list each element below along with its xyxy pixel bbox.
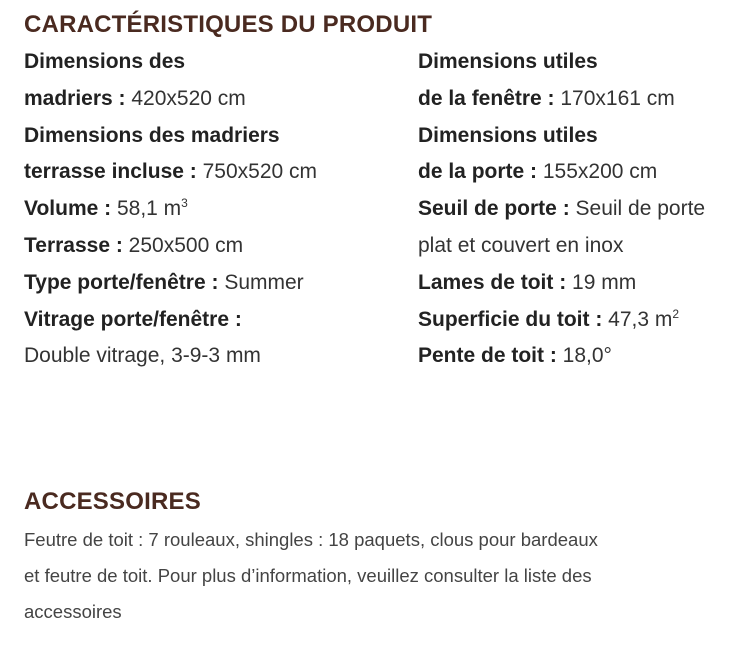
spec-door-dimensions-line-2 <box>418 154 748 191</box>
spec-glazing-line-2 <box>24 338 404 375</box>
spec-roof-boards-label: Lames de toit : <box>418 270 567 294</box>
spec-roof-area <box>418 302 748 339</box>
spec-terrace-dimensions-label: Dimensions des madriers <box>24 123 280 147</box>
spec-threshold-value-cont: plat et couvert en inox <box>418 233 624 257</box>
spec-window-dimensions-label: Dimensions utiles <box>418 50 598 73</box>
spec-window-dimensions-value: 170x161 cm <box>554 86 675 110</box>
spec-door-window-type-value: Summer <box>218 270 304 294</box>
spec-terrace-label: Terrasse : <box>24 233 123 257</box>
spec-roof-pitch <box>418 338 748 375</box>
spec-door-dimensions-label: Dimensions utiles <box>418 123 598 147</box>
spec-roof-boards-value: 19 mm <box>566 270 637 294</box>
spec-terrace-dimensions-line-1 <box>24 118 404 155</box>
spec-window-dimensions-line-2 <box>418 81 748 118</box>
spec-glazing-label: Vitrage porte/fenêtre : <box>24 307 242 331</box>
spec-terrace-dimensions-value: 750x520 cm <box>196 160 318 184</box>
spec-roof-pitch-value: 18,0° <box>556 344 612 368</box>
spec-threshold-value: Seuil de porte <box>569 197 706 221</box>
spec-roof-pitch-label: Pente de toit : <box>418 344 557 368</box>
spec-door-window-type-label: Type porte/fenêtre : <box>24 270 219 294</box>
accessories-description <box>24 522 724 630</box>
specs-left-column <box>24 44 404 375</box>
spec-window-dimensions-label-cont: de la fenêtre : <box>418 86 555 110</box>
spec-window-dimensions-line-1 <box>418 44 748 81</box>
spec-door-dimensions-label-cont: de la porte : <box>418 160 538 184</box>
spec-threshold-line-1 <box>418 191 748 228</box>
accessories-line-1: Feutre de toit : 7 rouleaux, shingles : 18 paquets, clous pour bardeaux <box>24 529 598 550</box>
spec-threshold-label: Seuil de porte : <box>418 197 570 221</box>
spec-door-dimensions-line-1 <box>418 118 748 155</box>
spec-volume <box>24 191 404 228</box>
spec-roof-area-value: 47,3 m <box>602 307 673 331</box>
spec-log-dimensions-line-2 <box>24 81 404 118</box>
accessories-line-3: accessoires <box>24 601 122 622</box>
spec-terrace-dimensions-line-2 <box>24 154 404 191</box>
spec-volume-value: 58,1 m <box>111 197 182 221</box>
spec-log-dimensions-label: Dimensions des <box>24 50 186 73</box>
spec-roof-boards <box>418 265 748 302</box>
spec-volume-label: Volume : <box>24 197 112 221</box>
spec-terrace-value: 250x500 cm <box>122 233 244 257</box>
spec-log-dimensions-value: 420x520 cm <box>125 86 246 110</box>
spec-volume-unit-exponent: 3 <box>181 196 188 211</box>
spec-door-dimensions-value: 155x200 cm <box>537 160 658 184</box>
accessories-line-2: et feutre de toit. Pour plus d’information, veuillez consulter la liste des <box>24 565 592 586</box>
spec-door-window-type <box>24 265 404 302</box>
specs-right-column <box>418 44 748 375</box>
spec-glazing-line-1 <box>24 302 404 339</box>
spec-terrace-dimensions-label-cont: terrasse incluse : <box>24 160 197 184</box>
accessories-heading: ACCESSOIRES <box>24 488 201 515</box>
product-specs-heading: CARACTÉRISTIQUES DU PRODUIT <box>24 11 433 38</box>
spec-roof-area-unit-exponent: 2 <box>672 306 680 321</box>
spec-terrace <box>24 228 404 265</box>
spec-log-dimensions-line-1 <box>24 44 404 81</box>
spec-glazing-value: Double vitrage, 3-9-3 mm <box>24 344 261 368</box>
spec-roof-area-label: Superficie du toit : <box>418 307 603 331</box>
spec-threshold-line-2 <box>418 228 748 265</box>
spec-log-dimensions-label-cont: madriers : <box>24 86 126 110</box>
